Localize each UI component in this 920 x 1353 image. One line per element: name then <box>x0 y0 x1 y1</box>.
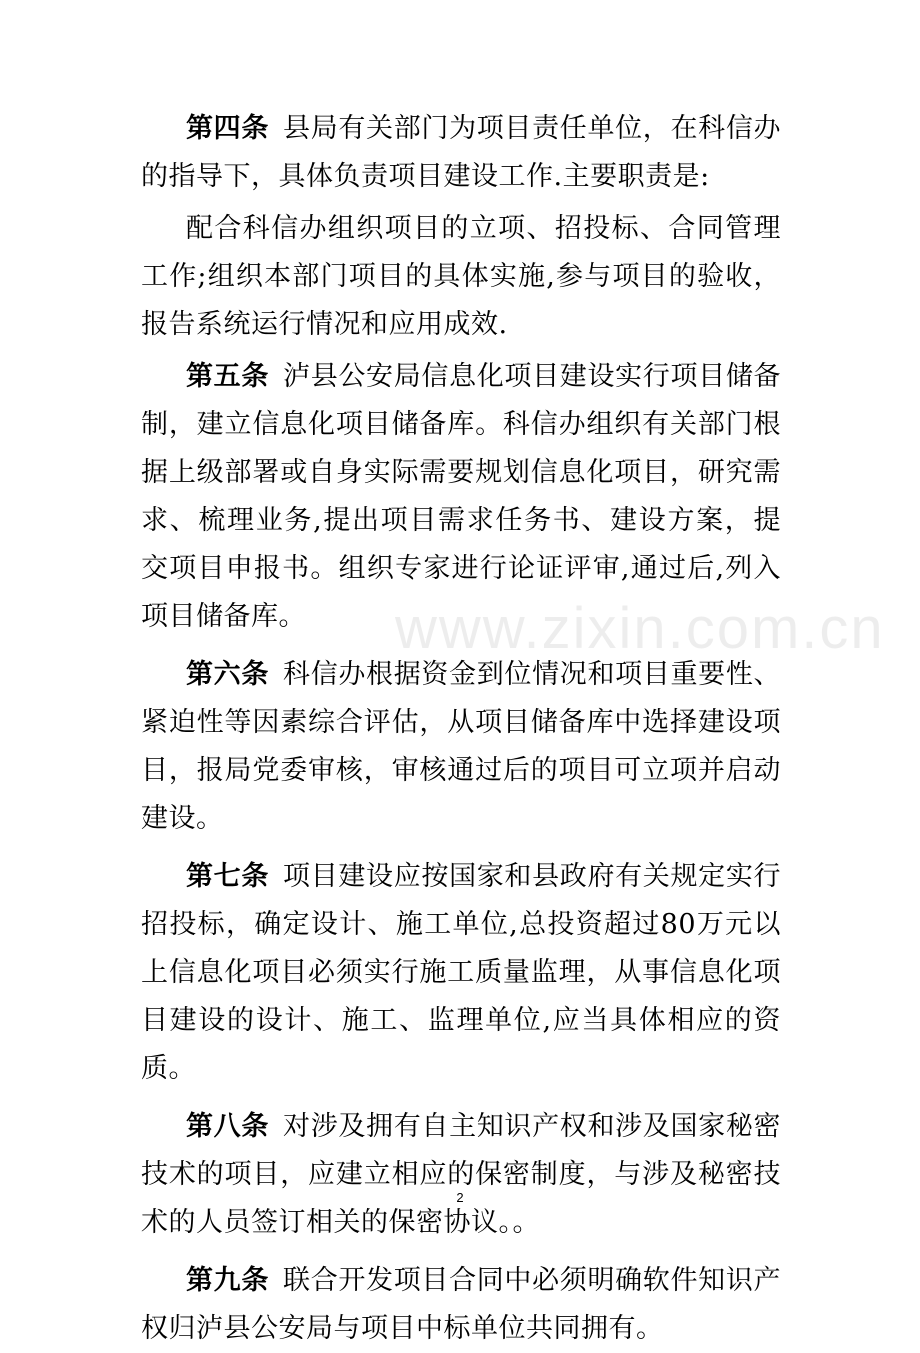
article-6 <box>141 651 781 843</box>
document-body <box>141 105 781 1353</box>
article-heading: 第七条 <box>186 861 270 892</box>
article-text: 科信办根据资金到位情况和项目重要性、紧迫性等因素综合评估，从项目储备库中选择建设项目，报局党委审核，审核通过后的项目可立项并启动建设。 <box>141 659 782 834</box>
article-text: 泸县公安局信息化项目建设实行项目储备制，建立信息化项目储备库。科信办组织有关部门根据上级部署或自身实际需要规划信息化项目，研究需求、梳理业务,提出项目需求任务书、建设方案，提交项目申报书。组织专家进行论证评审,通过后,列入项目储备库。 <box>141 361 782 632</box>
article-text: 县局有关部门为项目责任单位，在科信办的指导下，具体负责项目建设工作.主要职责是: <box>141 113 782 192</box>
article-8 <box>141 1103 781 1247</box>
article-text: 联合开发项目合同中必须明确软件知识产权归泸县公安局与项目中标单位共同拥有。 <box>141 1265 782 1344</box>
article-9 <box>141 1257 781 1353</box>
article-text: 项目建设应按国家和县政府有关规定实行招投标，确定设计、施工单位,总投资超过80万元以上信息化项目必须实行施工质量监理，从事信息化项目建设的设计、施工、监理单位,应当具体相应的资质。 <box>141 861 782 1084</box>
article-text: 对涉及拥有自主知识产权和涉及国家秘密技术的项目，应建立相应的保密制度，与涉及秘密技术的人员签订相关的保密协议。。 <box>141 1111 782 1238</box>
article-heading: 第九条 <box>186 1265 270 1296</box>
article-5 <box>141 353 781 641</box>
article-text: 配合科信办组织项目的立项、招投标、合同管理工作;组织本部门项目的具体实施,参与项目的验收，报告系统运行情况和应用成效. <box>141 213 781 340</box>
article-heading: 第四条 <box>186 113 270 144</box>
article-heading: 第六条 <box>186 659 270 690</box>
article-heading: 第八条 <box>186 1111 270 1142</box>
article-7 <box>141 853 781 1093</box>
article-4 <box>141 105 781 201</box>
page-number: 2 <box>456 1190 464 1205</box>
watermark: www.zixin.com.cn <box>395 596 885 661</box>
article-4-duties <box>141 205 781 349</box>
article-heading: 第五条 <box>186 361 270 392</box>
